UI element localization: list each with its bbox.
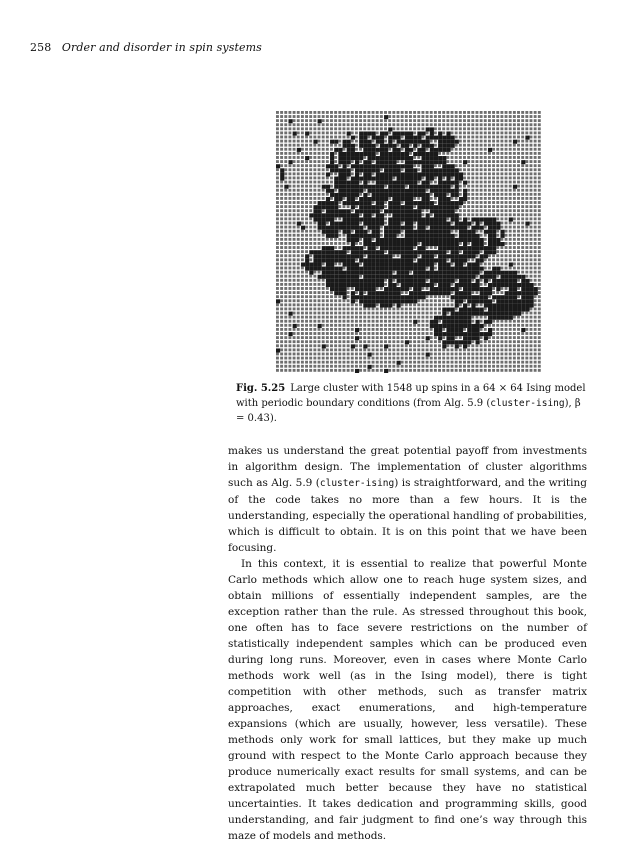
ising-lattice-image <box>276 111 542 373</box>
paragraph-1-lead: makes us understand the great potential payoff from investments in algorithm design. The implementation of cluster algorithms such as Alg. 5.9 ( <box>228 445 587 489</box>
paragraph-1-code: cluster-ising <box>319 478 395 489</box>
paragraph-2: In this context, it is essential to realize that powerful Monte Carlo methods which allow one to reach huge system sizes, and obtain millions of essentially independent samples, are the exception rather than the rule. As stressed throughout this book, one often has to face severe restrictions on the number of statistically independent samples which can be produced even during long runs. Moreover, even in cases where Monte Carlo methods work well (as in the Ising model), there is tight competition with other methods, such as transfer matrix approaches, exact enumerations, and high-temperature expansions (which are usually, however, less versatile). These methods only work for small lattices, but they make up much ground with respect to the Monte Carlo approach because they produce numerically exact results for small systems, and can be extrapolated much better because they have no statistical uncertainties. It takes dedication and programming skills, good understanding, and fair judgment to find one’s way through this maze of models and methods. <box>228 558 587 842</box>
caption-text-tail: ), β = 0.43). <box>236 398 581 424</box>
lattice-sites <box>276 111 541 373</box>
caption-text-lead: Large cluster with 1548 up spins in a 64 × 64 Ising model with periodic boundary conditions (from Alg. 5.9 ( <box>236 383 586 409</box>
running-title: Order and disorder in spin systems <box>61 41 262 54</box>
figure-label: Fig. 5.25 <box>236 383 286 394</box>
page-number: 258 <box>30 41 52 54</box>
ising-cluster-figure <box>276 111 542 373</box>
body-text <box>228 443 587 844</box>
figure-caption <box>236 381 591 426</box>
caption-code: cluster-ising <box>490 398 565 409</box>
paragraph-1-tail: ) is straightforward, and the writing of the code takes no more than a few hours. It is the understanding, especially the operational handling of probabilities, which is difficult to obtain. It is on this point that we have been focusing. <box>228 477 588 554</box>
running-header <box>30 41 262 54</box>
paragraph-1 <box>228 443 587 556</box>
